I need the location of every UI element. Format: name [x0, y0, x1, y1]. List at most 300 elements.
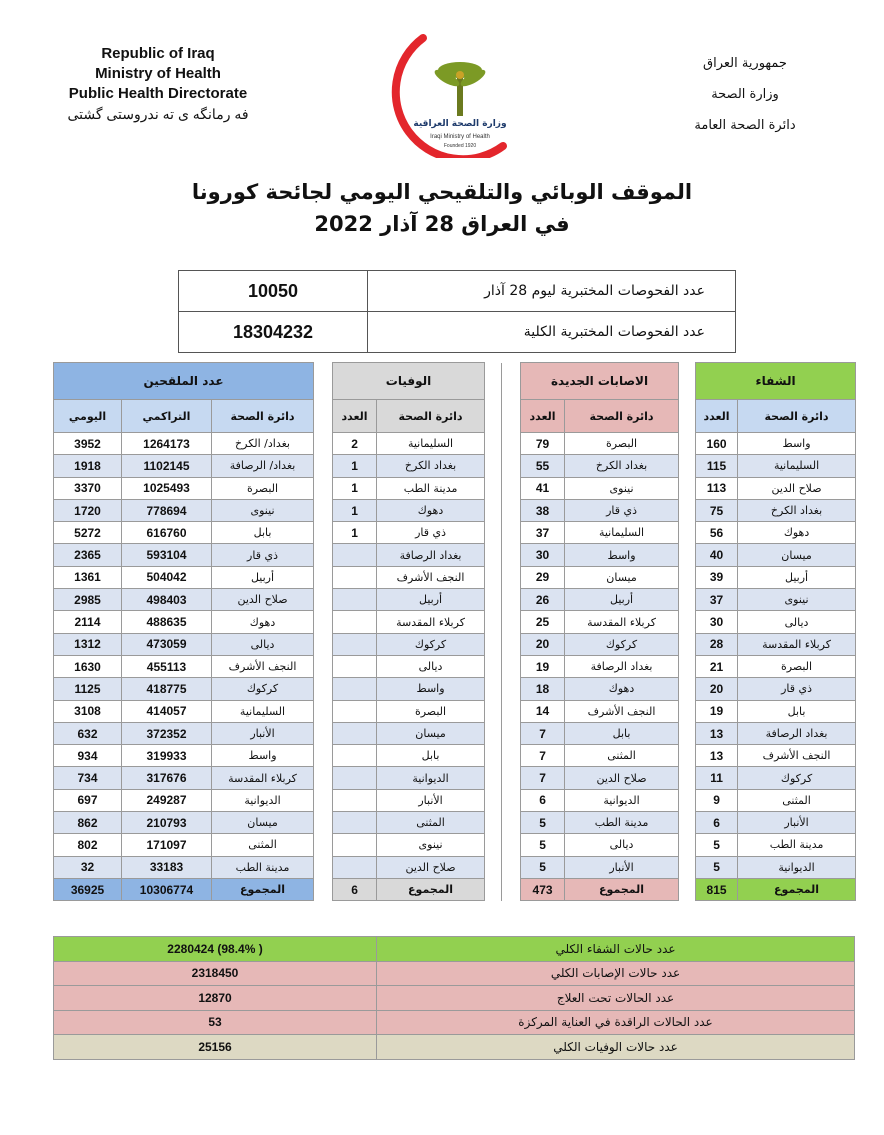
- spacer-cell: [679, 700, 696, 722]
- cell-rec-count: 13: [696, 722, 738, 744]
- cell-inf-directorate: ذي قار: [565, 499, 679, 521]
- cell-inf-count: 5: [521, 812, 565, 834]
- cell-deaths-count: 1: [333, 455, 377, 477]
- totals-row: [54, 878, 856, 900]
- spacer-cell: [679, 789, 696, 811]
- table-row: [54, 834, 856, 856]
- table-row: [54, 812, 856, 834]
- cell-vac-daily: 697: [54, 789, 122, 811]
- spacer-cell: [314, 812, 333, 834]
- cell-vac-directorate: نينوى: [212, 499, 314, 521]
- spacer-cell: [485, 499, 502, 521]
- spacer-cell: [679, 522, 696, 544]
- spacer-cell: [502, 566, 521, 588]
- summary-row: [54, 937, 855, 962]
- cell-rec-directorate: أربيل: [738, 566, 856, 588]
- table-row: [54, 678, 856, 700]
- spacer-cell: [502, 589, 521, 611]
- daily-tests-row: [179, 271, 736, 312]
- spacer-cell: [314, 566, 333, 588]
- spacer-cell: [679, 633, 696, 655]
- cell-deaths-directorate: ديالى: [377, 655, 485, 677]
- cell-vac-cumulative: 488635: [122, 611, 212, 633]
- total-vac-daily: 36925: [54, 878, 122, 900]
- spacer-cell: [502, 767, 521, 789]
- cell-deaths-count: [333, 589, 377, 611]
- cell-deaths-count: [333, 700, 377, 722]
- spacer-cell: [502, 544, 521, 566]
- col-rec-count: العدد: [696, 400, 738, 433]
- cell-inf-count: 19: [521, 655, 565, 677]
- cell-inf-directorate: بغداد الرصافة: [565, 655, 679, 677]
- cell-inf-count: 5: [521, 856, 565, 878]
- spacer-cell: [502, 834, 521, 856]
- spacer-cell: [314, 722, 333, 744]
- cell-deaths-directorate: الأنبار: [377, 789, 485, 811]
- en-directorate: Public Health Directorate: [68, 85, 248, 102]
- cell-vac-daily: 2114: [54, 611, 122, 633]
- cell-deaths-directorate: كربلاء المقدسة: [377, 611, 485, 633]
- summary-value: 2280424 (98.4% ): [54, 937, 377, 962]
- cell-vac-directorate: الديوانية: [212, 789, 314, 811]
- cell-vac-daily: 2985: [54, 589, 122, 611]
- cell-rec-directorate: مدينة الطب: [738, 834, 856, 856]
- spacer-cell: [485, 834, 502, 856]
- cell-vac-cumulative: 317676: [122, 767, 212, 789]
- spacer-cell: [314, 499, 333, 521]
- spacer-cell: [679, 745, 696, 767]
- spacer-cell: [502, 433, 521, 455]
- column-header-row: [54, 400, 856, 433]
- cell-rec-count: 56: [696, 522, 738, 544]
- summary-row: [54, 1035, 855, 1060]
- cell-inf-count: 20: [521, 633, 565, 655]
- cell-rec-directorate: ذي قار: [738, 678, 856, 700]
- summary-value: 2318450: [54, 961, 377, 986]
- cell-deaths-count: [333, 812, 377, 834]
- summary-row: [54, 961, 855, 986]
- cell-deaths-directorate: البصرة: [377, 700, 485, 722]
- spacer-cell: [314, 834, 333, 856]
- spacer-cell: [679, 589, 696, 611]
- spacer-cell: [314, 767, 333, 789]
- spacer-cell: [485, 455, 502, 477]
- spacer-cell: [679, 834, 696, 856]
- spacer-cell: [485, 589, 502, 611]
- cell-deaths-directorate: نينوى: [377, 834, 485, 856]
- cell-vac-directorate: البصرة: [212, 477, 314, 499]
- cell-inf-directorate: ميسان: [565, 566, 679, 588]
- spacer-cell: [679, 566, 696, 588]
- cell-inf-directorate: ديالى: [565, 834, 679, 856]
- cell-vac-directorate: كركوك: [212, 678, 314, 700]
- cell-deaths-count: [333, 566, 377, 588]
- table-row: [54, 789, 856, 811]
- col-deaths-count: العدد: [333, 400, 377, 433]
- cell-inf-directorate: بغداد الكرخ: [565, 455, 679, 477]
- summary-label: عدد حالات الإصابات الكلي: [377, 961, 855, 986]
- spacer-cell: [314, 655, 333, 677]
- cell-vac-directorate: بغداد/ الكرخ: [212, 433, 314, 455]
- cell-vac-cumulative: 372352: [122, 722, 212, 744]
- cell-rec-count: 6: [696, 812, 738, 834]
- en-country: Republic of Iraq: [101, 45, 215, 62]
- table-body: [54, 433, 856, 879]
- cell-vac-daily: 1312: [54, 633, 122, 655]
- cell-inf-count: 18: [521, 678, 565, 700]
- cell-rec-count: 160: [696, 433, 738, 455]
- spacer-cell: [502, 611, 521, 633]
- cell-rec-count: 5: [696, 834, 738, 856]
- cell-rec-directorate: الأنبار: [738, 812, 856, 834]
- spacer-cell: [485, 433, 502, 455]
- table-row: [54, 522, 856, 544]
- cell-rec-count: 21: [696, 655, 738, 677]
- logo-arabic-text: وزارة الصحة العراقية: [413, 119, 507, 129]
- cell-deaths-count: [333, 722, 377, 744]
- spacer-cell: [485, 722, 502, 744]
- summary-value: 25156: [54, 1035, 377, 1060]
- cell-inf-count: 38: [521, 499, 565, 521]
- cell-inf-count: 26: [521, 589, 565, 611]
- cell-vac-daily: 802: [54, 834, 122, 856]
- cell-vac-daily: 1630: [54, 655, 122, 677]
- ministry-logo: [385, 28, 535, 158]
- cell-vac-daily: 734: [54, 767, 122, 789]
- spacer-cell: [502, 722, 521, 744]
- spacer-cell: [502, 856, 521, 878]
- table-row: [54, 700, 856, 722]
- spacer-cell: [485, 566, 502, 588]
- cell-rec-count: 37: [696, 589, 738, 611]
- total-vac-cumulative: 10306774: [122, 878, 212, 900]
- daily-tests-value: 10050: [179, 271, 368, 312]
- spacer-cell: [485, 789, 502, 811]
- total-recovered: 815: [696, 878, 738, 900]
- cell-vac-daily: 1125: [54, 678, 122, 700]
- spacer-cell: [502, 678, 521, 700]
- spacer-cell: [502, 655, 521, 677]
- total-deaths-label: المجموع: [377, 878, 485, 900]
- summary-value: 12870: [54, 986, 377, 1011]
- spacer-cell: [679, 655, 696, 677]
- daily-tests-label: عدد الفحوصات المختبرية ليوم 28 آذار: [368, 271, 736, 312]
- cell-vac-daily: 3108: [54, 700, 122, 722]
- section-deaths: الوفيات: [333, 363, 485, 400]
- cell-rec-count: 9: [696, 789, 738, 811]
- spacer-cell: [314, 789, 333, 811]
- cell-rec-directorate: السليمانية: [738, 455, 856, 477]
- cell-inf-directorate: كربلاء المقدسة: [565, 611, 679, 633]
- spacer-cell: [502, 812, 521, 834]
- cell-inf-count: 29: [521, 566, 565, 588]
- en-ministry: Ministry of Health: [95, 65, 221, 82]
- cell-rec-directorate: كركوك: [738, 767, 856, 789]
- logo-english-text: Iraqi Ministry of Health: [430, 134, 490, 140]
- table-row: [54, 455, 856, 477]
- palm-tree-icon: [432, 62, 487, 116]
- cell-vac-cumulative: 616760: [122, 522, 212, 544]
- cell-vac-cumulative: 473059: [122, 633, 212, 655]
- section-infections: الاصابات الجديدة: [521, 363, 679, 400]
- cell-vac-cumulative: 593104: [122, 544, 212, 566]
- cell-inf-directorate: السليمانية: [565, 522, 679, 544]
- cell-vac-cumulative: 249287: [122, 789, 212, 811]
- summary-row: [54, 1010, 855, 1035]
- col-inf-count: العدد: [521, 400, 565, 433]
- summary-value: 53: [54, 1010, 377, 1035]
- cell-deaths-count: 1: [333, 499, 377, 521]
- col-rec-directorate: دائرة الصحة: [738, 400, 856, 433]
- cell-vac-daily: 632: [54, 722, 122, 744]
- spacer-cell: [314, 678, 333, 700]
- spacer-cell: [502, 789, 521, 811]
- table-row: [54, 633, 856, 655]
- cell-vac-daily: 32: [54, 856, 122, 878]
- cell-vac-daily: 5272: [54, 522, 122, 544]
- cell-deaths-directorate: المثنى: [377, 812, 485, 834]
- cell-vac-directorate: السليمانية: [212, 700, 314, 722]
- cell-inf-directorate: الأنبار: [565, 856, 679, 878]
- cell-inf-directorate: مدينة الطب: [565, 812, 679, 834]
- cell-rec-count: 39: [696, 566, 738, 588]
- cell-vac-daily: 1720: [54, 499, 122, 521]
- spacer-cell: [502, 477, 521, 499]
- spacer-cell: [485, 522, 502, 544]
- spacer-cell: [485, 477, 502, 499]
- spacer-cell: [485, 633, 502, 655]
- total-tests-row: [179, 312, 736, 353]
- spacer-cell: [679, 678, 696, 700]
- cell-vac-cumulative: 414057: [122, 700, 212, 722]
- total-tests-label: عدد الفحوصات المختبرية الكلية: [368, 312, 736, 353]
- cell-deaths-count: 1: [333, 477, 377, 499]
- total-infections: 473: [521, 878, 565, 900]
- cell-vac-cumulative: 1102145: [122, 455, 212, 477]
- cell-inf-directorate: واسط: [565, 544, 679, 566]
- cell-vac-cumulative: 33183: [122, 856, 212, 878]
- cell-deaths-directorate: ذي قار: [377, 522, 485, 544]
- cell-inf-count: 79: [521, 433, 565, 455]
- cell-vac-daily: 3370: [54, 477, 122, 499]
- spacer-cell: [485, 678, 502, 700]
- section-vaccinated: عدد الملقحين: [54, 363, 314, 400]
- spacer-cell: [502, 633, 521, 655]
- cell-rec-count: 28: [696, 633, 738, 655]
- cell-vac-directorate: بغداد/ الرصافة: [212, 455, 314, 477]
- cell-inf-count: 55: [521, 455, 565, 477]
- spacer-cell: [485, 655, 502, 677]
- cell-vac-daily: 2365: [54, 544, 122, 566]
- cell-inf-count: 25: [521, 611, 565, 633]
- table-row: [54, 611, 856, 633]
- cell-vac-cumulative: 319933: [122, 745, 212, 767]
- table-row: [54, 722, 856, 744]
- cell-deaths-count: [333, 856, 377, 878]
- col-inf-directorate: دائرة الصحة: [565, 400, 679, 433]
- spacer-cell: [679, 455, 696, 477]
- spacer-cell: [314, 477, 333, 499]
- section-header-row: [54, 363, 856, 400]
- cell-vac-daily: 1918: [54, 455, 122, 477]
- summary-label: عدد الحالات الراقدة في العناية المركزة: [377, 1010, 855, 1035]
- summary-table: [53, 936, 855, 1060]
- cell-inf-directorate: بابل: [565, 722, 679, 744]
- cell-rec-count: 11: [696, 767, 738, 789]
- spacer-cell: [314, 611, 333, 633]
- cell-deaths-count: [333, 655, 377, 677]
- col-vac-daily: اليومي: [54, 400, 122, 433]
- summary-label: عدد حالات الوفيات الكلي: [377, 1035, 855, 1060]
- cell-rec-directorate: المثنى: [738, 789, 856, 811]
- cell-deaths-directorate: دهوك: [377, 499, 485, 521]
- cell-deaths-count: [333, 767, 377, 789]
- cell-vac-cumulative: 1025493: [122, 477, 212, 499]
- cell-rec-directorate: ميسان: [738, 544, 856, 566]
- spacer-cell: [679, 611, 696, 633]
- spacer-cell: [314, 455, 333, 477]
- table-row: [54, 745, 856, 767]
- cell-inf-directorate: أربيل: [565, 589, 679, 611]
- cell-vac-cumulative: 1264173: [122, 433, 212, 455]
- cell-inf-count: 7: [521, 745, 565, 767]
- spacer-cell: [502, 522, 521, 544]
- cell-vac-directorate: كربلاء المقدسة: [212, 767, 314, 789]
- cell-rec-count: 30: [696, 611, 738, 633]
- cell-vac-directorate: ميسان: [212, 812, 314, 834]
- arabic-header: [660, 48, 830, 141]
- spacer-cell: [679, 812, 696, 834]
- cell-inf-count: 41: [521, 477, 565, 499]
- cell-vac-directorate: الأنبار: [212, 722, 314, 744]
- cell-deaths-count: 1: [333, 522, 377, 544]
- cell-rec-directorate: البصرة: [738, 655, 856, 677]
- cell-rec-count: 13: [696, 745, 738, 767]
- spacer-cell: [679, 722, 696, 744]
- spacer-cell: [679, 856, 696, 878]
- total-recovered-label: المجموع: [738, 878, 856, 900]
- spacer-cell: [679, 433, 696, 455]
- col-deaths-directorate: دائرة الصحة: [377, 400, 485, 433]
- cell-inf-directorate: المثنى: [565, 745, 679, 767]
- cell-inf-directorate: دهوك: [565, 678, 679, 700]
- cell-vac-directorate: ديالى: [212, 633, 314, 655]
- cell-inf-directorate: الديوانية: [565, 789, 679, 811]
- spacer-cell: [485, 856, 502, 878]
- english-header: [58, 44, 258, 124]
- cell-vac-directorate: أربيل: [212, 566, 314, 588]
- cell-deaths-count: [333, 633, 377, 655]
- cell-vac-directorate: واسط: [212, 745, 314, 767]
- spacer-cell: [502, 745, 521, 767]
- spacer-cell: [502, 455, 521, 477]
- ar-directorate: دائرة الصحة العامة: [694, 118, 796, 133]
- cell-deaths-directorate: صلاح الدين: [377, 856, 485, 878]
- spacer-cell: [314, 700, 333, 722]
- section-recovered: الشفاء: [696, 363, 856, 400]
- spacer-cell: [314, 633, 333, 655]
- cell-inf-count: 14: [521, 700, 565, 722]
- title-line2: في العراق 28 آذار 2022: [314, 212, 570, 236]
- spacer-cell: [679, 499, 696, 521]
- col-vac-directorate: دائرة الصحة: [212, 400, 314, 433]
- cell-deaths-directorate: بابل: [377, 745, 485, 767]
- total-deaths: 6: [333, 878, 377, 900]
- spacer-cell: [485, 767, 502, 789]
- cell-vac-cumulative: 171097: [122, 834, 212, 856]
- table-row: [54, 544, 856, 566]
- cell-vac-directorate: دهوك: [212, 611, 314, 633]
- cell-deaths-count: [333, 834, 377, 856]
- table-row: [54, 477, 856, 499]
- cell-rec-count: 75: [696, 499, 738, 521]
- cell-rec-count: 40: [696, 544, 738, 566]
- cell-vac-cumulative: 498403: [122, 589, 212, 611]
- cell-deaths-directorate: النجف الأشرف: [377, 566, 485, 588]
- cell-vac-directorate: مدينة الطب: [212, 856, 314, 878]
- table-row: [54, 499, 856, 521]
- cell-vac-daily: 1361: [54, 566, 122, 588]
- cell-deaths-count: [333, 611, 377, 633]
- spacer-cell: [314, 856, 333, 878]
- report-title: [180, 176, 704, 240]
- cell-rec-count: 115: [696, 455, 738, 477]
- cell-deaths-directorate: ميسان: [377, 722, 485, 744]
- cell-inf-count: 37: [521, 522, 565, 544]
- cell-inf-directorate: كركوك: [565, 633, 679, 655]
- cell-deaths-directorate: مدينة الطب: [377, 477, 485, 499]
- cell-vac-directorate: صلاح الدين: [212, 589, 314, 611]
- cell-deaths-directorate: كركوك: [377, 633, 485, 655]
- col-vac-cumulative: التراكمي: [122, 400, 212, 433]
- ar-ministry: وزارة الصحة: [711, 87, 779, 102]
- table-row: [54, 655, 856, 677]
- spacer-cell: [485, 700, 502, 722]
- cell-vac-directorate: بابل: [212, 522, 314, 544]
- spacer-cell: [485, 745, 502, 767]
- table-row: [54, 589, 856, 611]
- lab-tests-table: [178, 270, 736, 353]
- spacer-cell: [485, 611, 502, 633]
- cell-inf-count: 7: [521, 722, 565, 744]
- spacer-cell: [502, 499, 521, 521]
- cell-vac-cumulative: 778694: [122, 499, 212, 521]
- spacer-cell: [679, 477, 696, 499]
- cell-rec-count: 5: [696, 856, 738, 878]
- table-row: [54, 856, 856, 878]
- cell-inf-count: 30: [521, 544, 565, 566]
- cell-rec-directorate: صلاح الدين: [738, 477, 856, 499]
- cell-deaths-directorate: الديوانية: [377, 767, 485, 789]
- cell-rec-count: 19: [696, 700, 738, 722]
- cell-inf-count: 6: [521, 789, 565, 811]
- cell-vac-cumulative: 504042: [122, 566, 212, 588]
- daily-stats-table: [53, 362, 856, 901]
- total-vac-label: المجموع: [212, 878, 314, 900]
- spacer-cell: [314, 522, 333, 544]
- cell-rec-directorate: نينوى: [738, 589, 856, 611]
- cell-deaths-directorate: واسط: [377, 678, 485, 700]
- spacer-cell: [485, 544, 502, 566]
- cell-rec-directorate: دهوك: [738, 522, 856, 544]
- cell-vac-daily: 862: [54, 812, 122, 834]
- spacer-cell: [314, 433, 333, 455]
- kurdish-directorate: فه رمانگه ى ته ندروستى گشتى: [67, 106, 249, 122]
- summary-label: عدد حالات الشفاء الكلي: [377, 937, 855, 962]
- cell-deaths-count: [333, 789, 377, 811]
- cell-inf-count: 7: [521, 767, 565, 789]
- cell-inf-directorate: النجف الأشرف: [565, 700, 679, 722]
